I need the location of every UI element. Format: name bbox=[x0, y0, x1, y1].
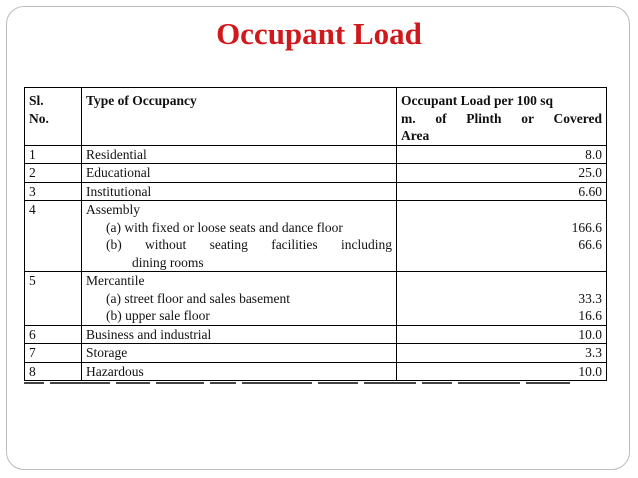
table-row bbox=[25, 201, 607, 272]
row-load: 10.0 bbox=[397, 325, 607, 344]
slide-title: Occupant Load bbox=[216, 16, 422, 51]
row-sl: 1 bbox=[25, 145, 82, 164]
table-header-row bbox=[25, 88, 607, 146]
row-subtype-a: (a) with fixed or loose seats and dance floor bbox=[106, 219, 343, 235]
cropped-text-line bbox=[24, 382, 606, 388]
row-load-group bbox=[397, 201, 607, 272]
row-load: 8.0 bbox=[397, 145, 607, 164]
header-sl-line1: Sl. bbox=[29, 93, 44, 108]
table-row bbox=[25, 362, 607, 381]
row-type-group bbox=[82, 201, 397, 272]
row-type: Business and industrial bbox=[82, 325, 397, 344]
row-type: Institutional bbox=[82, 182, 397, 201]
row-type-group bbox=[82, 272, 397, 326]
table-row bbox=[25, 344, 607, 363]
table-row bbox=[25, 145, 607, 164]
occupant-load-table bbox=[24, 87, 607, 381]
row-type: Hazardous bbox=[82, 362, 397, 381]
header-type: Type of Occupancy bbox=[82, 88, 397, 146]
row-subtype-b: (b) upper sale floor bbox=[106, 308, 210, 323]
table-row bbox=[25, 164, 607, 183]
header-load-line2: m. of Plinth or Covered bbox=[401, 110, 602, 126]
header-load-line3: Area bbox=[401, 128, 430, 143]
row-subtype-b: (b) without seating facilities including bbox=[106, 237, 392, 252]
row-type: Residential bbox=[82, 145, 397, 164]
row-load-b: 66.6 bbox=[578, 237, 602, 252]
header-sl-no bbox=[25, 88, 82, 146]
header-sl-line2: No. bbox=[29, 110, 49, 126]
row-load-group bbox=[397, 272, 607, 326]
row-load: 10.0 bbox=[397, 362, 607, 381]
row-load: 3.3 bbox=[397, 344, 607, 363]
row-sl: 7 bbox=[25, 344, 82, 363]
header-occupant-load bbox=[397, 88, 607, 146]
row-sl: 5 bbox=[25, 272, 82, 326]
row-subtype-a: (a) street floor and sales basement bbox=[106, 290, 291, 306]
row-type: Mercantile bbox=[86, 273, 145, 288]
table-row bbox=[25, 182, 607, 201]
row-sl: 2 bbox=[25, 164, 82, 183]
row-sl: 6 bbox=[25, 325, 82, 344]
row-type: Storage bbox=[82, 344, 397, 363]
row-subtype-b-cont: dining rooms bbox=[132, 254, 204, 270]
row-load: 6.60 bbox=[397, 182, 607, 201]
header-load-line1: Occupant Load per 100 sq bbox=[401, 93, 554, 108]
row-load: 25.0 bbox=[397, 164, 607, 183]
row-type: Educational bbox=[82, 164, 397, 183]
row-sl: 3 bbox=[25, 182, 82, 201]
row-load-a: 166.6 bbox=[571, 219, 602, 235]
row-sl: 8 bbox=[25, 362, 82, 381]
row-load-a: 33.3 bbox=[578, 290, 602, 306]
row-sl: 4 bbox=[25, 201, 82, 272]
row-type: Assembly bbox=[86, 202, 140, 217]
row-load-b: 16.6 bbox=[578, 308, 602, 323]
table-row bbox=[25, 272, 607, 326]
table-row bbox=[25, 325, 607, 344]
